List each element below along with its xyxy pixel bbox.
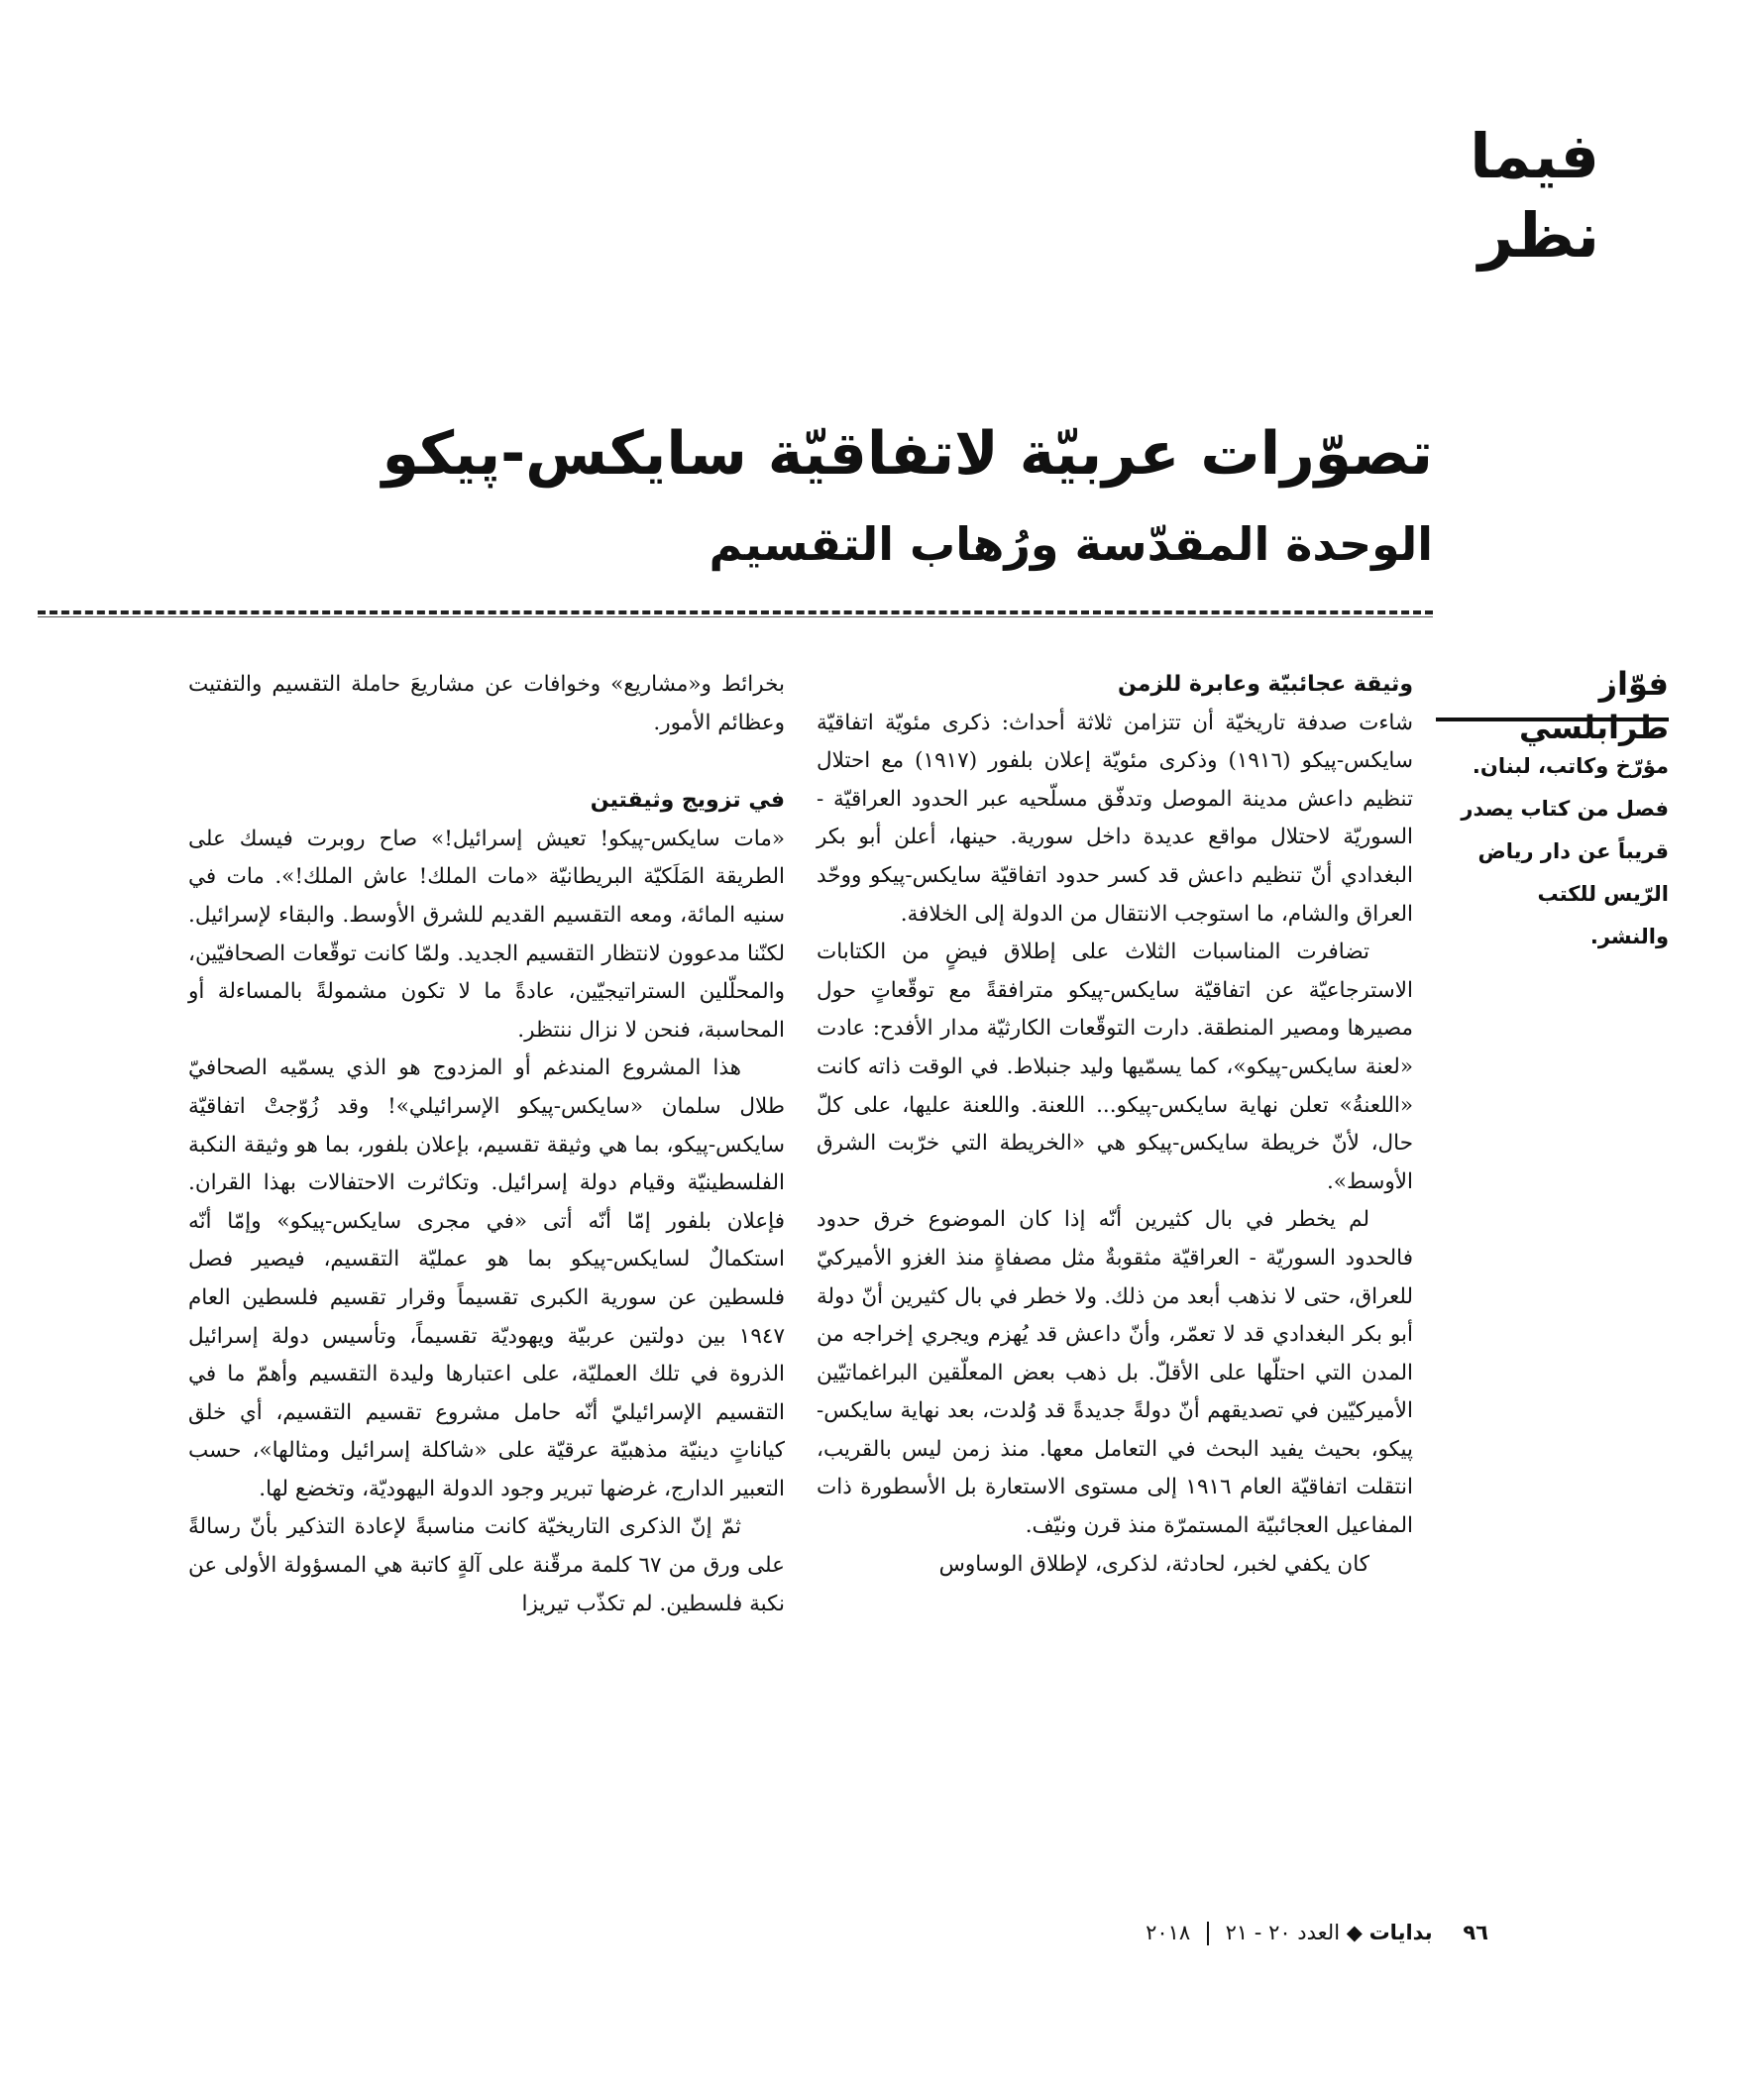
magazine-name: بدايات: [1368, 1921, 1433, 1944]
article-title: تصوّرات عربيّة لاتفاقيّة سايكس-پيكو: [382, 419, 1433, 489]
author-bio: مؤرّخ وكاتب، لبنان. فصل من كتاب يصدر قريباً عن دار رياض الرّيس للكتب والنشر.: [1461, 754, 1669, 948]
section-heading: في تزويج وثيقتين: [590, 788, 785, 814]
author-name: فوّاز طرابلسي: [1518, 665, 1669, 746]
paragraph: شاءت صدفة تاريخيّة أن تتزامن ثلاثة أحداث: ذكرى مئويّة اتفاقيّة سايكس-پيكو (١٩١٦) وذكرى مئويّة إعلان بلفور (١٩١٧) مع احتلال تنظيم داعش مدينة الموصل وتدفّق مسلّحيه عبر الحدود العراقيّة - السوريّة لاحتلال مواقع عديدة داخل سورية. حينها، أعلن أبو بكر البغدادي أنّ تنظيم داعش قد كسر حدود اتفاقيّة سايكس-پيكو ووحّد العراق والشام، ما استوجب الانتقال من الدولة إلى الخلافة.: [817, 710, 1413, 927]
text-column-left: [188, 666, 785, 1623]
diamond-icon: ◆: [1346, 1921, 1363, 1944]
paragraph: «مات سايكس-پيكو! تعيش إسرائيل!» صاح روبرت فيسك على الطريقة المَلَكيّة البريطانيّة «مات الملك! عاش الملك!». مات في سنيه المائة، ومعه التقسيم القديم للشرق الأوسط. والبقاء لإسرائيل. لكنّنا مدعوون لانتظار التقسيم الجديد. ولمّا كانت توقّعات الصحافيّين، والمحلّلين الستراتيجيّين، عادةً ما لا تكون مشمولةً بالمساءلة أو المحاسبة، فنحن لا نزال ننتظر.: [188, 826, 785, 1043]
section-heading: وثيقة عجائبيّة وعابرة للزمن: [1117, 672, 1413, 697]
section-logo: فيما نظر: [1470, 120, 1599, 272]
issue-number: العدد ٢٠ - ٢١: [1225, 1921, 1341, 1944]
article-subtitle: الوحدة المقدّسة ورُهاب التقسيم: [709, 517, 1433, 571]
paragraph: بخرائط و«مشاريع» وخوافات عن مشاريعَ حاملة التقسيم والتفتيت وعظائم الأمور.: [188, 672, 785, 735]
text-column-right: [817, 666, 1413, 1584]
paragraph: تضافرت المناسبات الثلاث على إطلاق فيضٍ من الكتابات الاسترجاعيّة عن اتفاقيّة سايكس-پيكو مترافقةً مع توقّعاتٍ حول مصيرها ومصير المنطقة. دارت التوقّعات الكارثيّة مدار الأفدح: عادت «لعنة سايكس-پيكو»، كما يسمّيها وليد جنبلاط. في الوقت ذاته كانت «اللعنةُ» تعلن نهاية سايكس-پيكو... اللعنة. واللعنة عليها، على كلّ حال، لأنّ خريطة سايكس-پيكو هي «الخريطة التي خرّبت الشرق الأوسط».: [817, 939, 1413, 1194]
paragraph: ثمّ إنّ الذكرى التاريخيّة كانت مناسبةً لإعادة التذكير بأنّ رسالةً على ورق من ٦٧ كلمة مرقّنة على آلةٍ كاتبة هي المسؤولة الأولى عن نكبة فلسطين. لم تكذّب تيريزا: [188, 1514, 785, 1616]
paragraph: لم يخطر في بال كثيرين أنّه إذا كان الموضوع خرق حدود فالحدود السوريّة - العراقيّة مثقوبةٌ مثل مصفاةٍ منذ الغزو الأميركيّ للعراق، حتى لا نذهب أبعد من ذلك. ولا خطر في بال كثيرين أنّ دولة أبو بكر البغدادي قد لا تعمّر، وأنّ داعش قد يُهزم ويجري إخراجه من المدن التي احتلّها على الأقلّ. بل ذهب بعض المعلّقين البراغماتيّين الأميركيّين في تصديقهم أنّ دولةً جديدةً قد وُلدت، بعد نهاية سايكس-پيكو، بحيث يفيد البحث في التعامل معها. منذ زمن ليس بالقريب، انتقلت اتفاقيّة العام ١٩١٦ إلى مستوى الاستعارة بل الأسطورة ذات المفاعيل العجائبيّة المستمرّة منذ قرن ونيّف.: [817, 1207, 1413, 1539]
title-divider: [38, 610, 1433, 614]
author-divider: [1436, 718, 1669, 721]
paragraph: هذا المشروع المندغم أو المزدوج هو الذي يسمّيه الصحافيّ طلال سلمان «سايكس-پيكو الإسرائيلي»! وقد زُوّجتْ اتفاقيّة سايكس-پيكو، بما هي وثيقة تقسيم، بإعلان بلفور، بما هو وثيقة النكبة الفلسطينيّة وقيام دولة إسرائيل. وتكاثرت الاحتفالات بهذا القران. فإعلان بلفور إمّا أنّه أتى «في مجرى سايكس-پيكو» وإمّا أنّه استكمالٌ لسايكس-پيكو بما هو عمليّة التقسيم، فيصير فصل فلسطين عن سورية الكبرى تقسيماً وقرار تقسيم فلسطين العام ١٩٤٧ بين دولتين عربيّة ويهوديّة تقسيماً، وتأسيس دولة إسرائيل الذروة في تلك العمليّة، على اعتبارها وليدة التقسيم وأهمّ ما في التقسيم الإسرائيليّ أنّه حامل مشروع تقسيم التقسيم، أي خلق كياناتٍ دينيّة مذهبيّة عرقيّة على «شاكلة إسرائيل ومثالها»، حسب التعبير الدارج، غرضها تبرير وجود الدولة اليهوديّة، وتخضع لها.: [188, 1055, 785, 1501]
title-divider-thin: [38, 616, 1433, 617]
page-footer: [597, 1915, 1488, 1950]
page-number: ٩٦: [1463, 1921, 1488, 1944]
paragraph: كان يكفي لخبر، لحادثة، لذكرى، لإطلاق الوساوس: [938, 1551, 1369, 1577]
issue-year: ٢٠١٨: [1146, 1921, 1191, 1944]
footer-separator: [1207, 1922, 1209, 1945]
